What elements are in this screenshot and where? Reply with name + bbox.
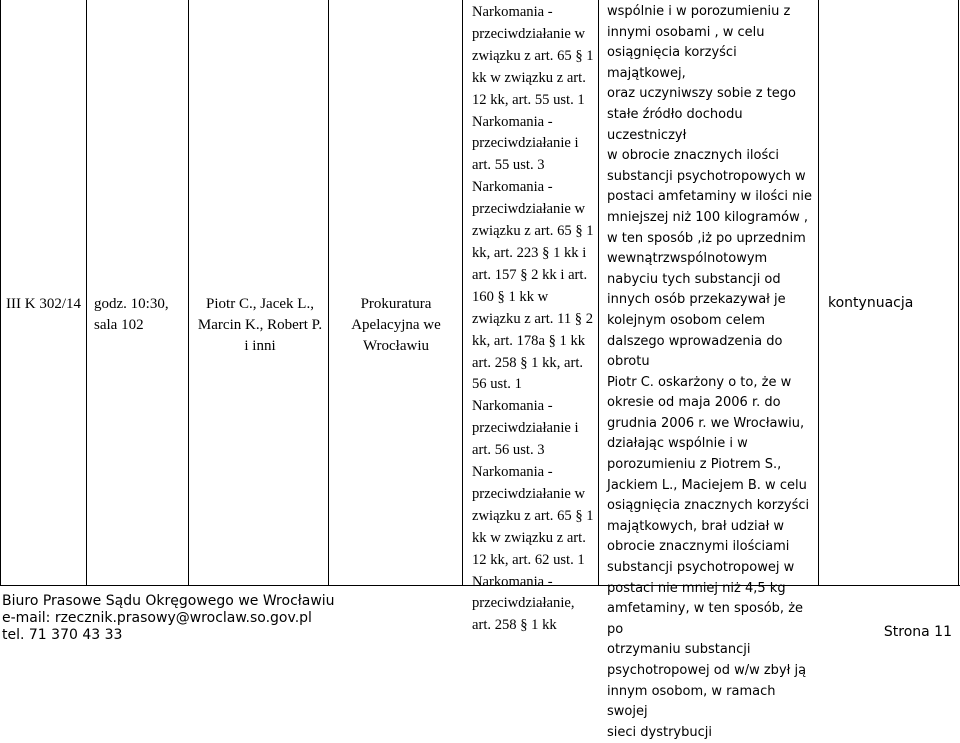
text-line: innym osobom, w ramach swojej [607,683,776,720]
text-line: kk w związku z art. [472,69,586,86]
text-line: wewnątrzwspólnotowym [607,251,768,267]
text-line: kk, art. 178a § 1 kk [472,332,586,349]
text-line: Narkomania - [472,179,553,196]
text-line: Jackiem L., Maciejem B. w celu [607,477,807,493]
text-line: przeciwdziałanie i [472,420,579,437]
legal-basis [472,2,600,637]
text-line: związku z art. 65 § 1 [472,47,594,64]
text-line: otrzymaniu substancji [607,642,751,658]
text-line: wspólnie i w porozumieniu z [607,4,791,19]
text-line: psychotropowej od w/w zbył ją [607,663,807,678]
text-line: przeciwdziałanie i [472,135,579,152]
text-line: obrotu [607,354,650,370]
table-border [328,0,329,586]
text-line: innymi osobami , w celu [607,24,765,40]
text-line: związku z art. 11 § 2 [472,310,594,327]
text-line: art. 55 ust. 3 [472,157,545,174]
text-line: przeciwdziałanie w [472,485,586,502]
text-line: przeciwdziałanie, [472,595,575,612]
charge-description [607,2,819,743]
text-line: amfetaminy, w ten sposób, że po [607,601,804,637]
text-line: art. 56 ust. 3 [472,442,545,459]
text-line: osiągnięcia znacznych korzyści [607,498,810,514]
text-line: kk w związku z art. [472,529,586,546]
text-line: Narkomania - [472,398,553,415]
table-border [0,0,1,586]
text-line: art. 258 § 1 kk, art. [472,354,584,371]
text-line: Narkomania - [472,464,553,481]
text-line: Narkomania - [472,113,553,130]
text-line: działając wspólnie i w [607,436,748,452]
table-border [958,0,959,586]
text-line: art. 258 § 1 kk [472,617,557,634]
text-line: grudnia 2006 r. we Wrocławiu, [607,415,805,431]
text-line: oraz uczyniwszy sobie z tego [607,86,797,102]
table-border [86,0,87,586]
text-line: przeciwdziałanie w [472,25,586,42]
text-line: w ten sposób ,iż po uprzednim [607,230,806,246]
parties: Piotr C., Jacek L., Marcin K., Robert P. i inni [197,296,323,354]
text-line: związku z art. 65 § 1 [472,507,594,524]
text-line: Narkomania - [472,573,553,590]
text-line: 12 kk, art. 55 ust. 1 [472,91,585,108]
text-line: art. 157 § 2 kk i art. [472,266,588,283]
text-line: osiągnięcia korzyści majątkowej, [607,45,737,81]
text-line: w obrocie znacznych ilości [607,148,780,164]
case-status: kontynuacja [828,295,914,311]
text-line: stałe źródło dochodu uczestniczył [607,106,743,143]
text-line: innych osób przekazywał je [607,292,786,308]
footer-office: Biuro Prasowe Sądu Okręgowego we Wrocławiu [2,593,335,609]
text-line: mniejszej niż 100 kilogramów , [607,209,808,225]
text-line: nabyciu tych substancji od [607,271,781,287]
text-line: postaci amfetaminy w ilości nie [607,189,812,205]
text-line: obrocie znacznymi ilościami [607,539,790,555]
text-line: substancji psychotropowych w [607,168,806,184]
text-line: okresie od maja 2006 r. do [607,395,781,411]
text-line: przeciwdziałanie w [472,201,586,218]
page-number: Strona 11 [883,624,952,640]
text-line: majątkowych, brał udział w [607,518,785,534]
table-border [462,0,463,586]
text-line: 12 kk, art. 62 ust. 1 [472,551,585,568]
text-line: Piotr C. oskarżony o to, że w [607,374,792,390]
text-line: 56 ust. 1 [472,376,522,393]
text-line: 160 § 1 kk w [472,288,549,305]
text-line: kolejnym osobom celem [607,312,766,328]
text-line: substancji psychotropowej w [607,560,795,576]
footer-email[interactable]: e-mail: rzecznik.prasowy@wroclaw.so.gov.pl [2,610,312,626]
footer-phone: tel. 71 370 43 33 [2,627,123,643]
case-number: III K 302/14 [6,296,81,312]
hearing-time-room: godz. 10:30, sala 102 [94,296,169,333]
text-line: porozumieniu z Piotrem S., [607,457,782,473]
text-line: Narkomania - [472,4,553,20]
text-line: dalszego wprowadzenia do [607,333,783,349]
text-line: kk, art. 223 § 1 kk i [472,244,587,261]
table-border [188,0,189,586]
text-line: sieci dystrybucji [607,724,712,740]
prosecutor: Prokuratura Apelacyjna we Wrocławiu [351,296,441,354]
text-line: związku z art. 65 § 1 [472,223,594,240]
text-line: postaci nie mniej niż 4,5 kg [607,580,786,596]
